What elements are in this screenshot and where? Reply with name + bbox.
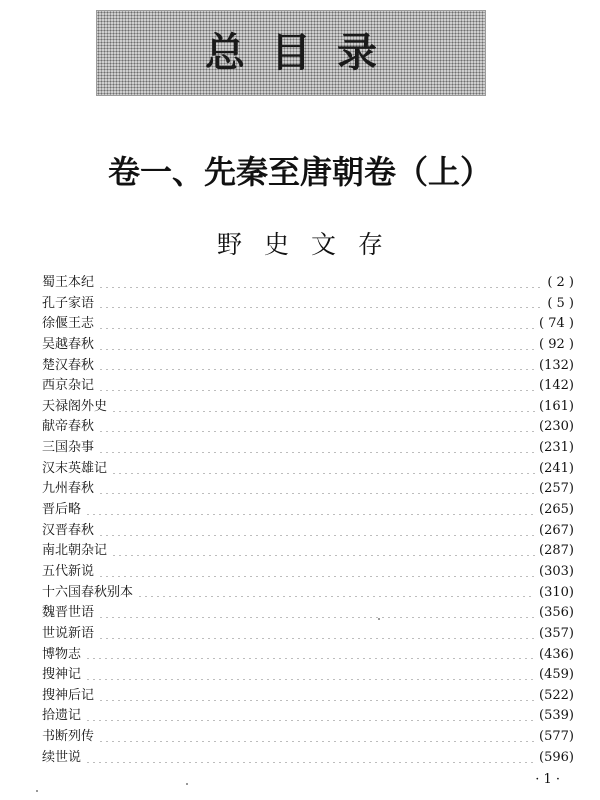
dot-leader: [85, 658, 535, 659]
toc-entry-page: (161): [539, 398, 574, 414]
toc-entry[interactable]: [42, 583, 574, 604]
toc-entry-page: (522): [539, 687, 574, 703]
dot-leader: [98, 431, 535, 432]
toc-entry[interactable]: [42, 459, 574, 480]
toc-entry-title: 汉晋春秋: [42, 522, 95, 538]
toc-entry[interactable]: [42, 417, 574, 438]
toc-entry-title: 世说新语: [42, 625, 95, 641]
dot-leader: [85, 720, 535, 721]
dot-leader: [98, 307, 543, 308]
dot-leader: [98, 741, 535, 742]
scan-speck: [186, 783, 188, 785]
toc-entry-title: 蜀王本纪: [42, 275, 95, 290]
scan-speck: [36, 790, 38, 792]
dot-leader: [111, 411, 535, 412]
toc-entry[interactable]: [42, 273, 574, 294]
toc-entry-title: 献帝春秋: [42, 419, 95, 435]
toc-entry[interactable]: [42, 645, 574, 666]
toc-entry-title: 续世说: [42, 749, 82, 765]
volume-title: 卷一、先秦至唐朝卷（上）: [107, 153, 492, 191]
toc-entry[interactable]: [42, 376, 574, 397]
toc-entry-page: (577): [539, 729, 574, 745]
dot-leader: [98, 493, 535, 494]
toc-entry[interactable]: [42, 335, 574, 356]
toc-entry-page: (356): [539, 605, 574, 621]
dot-leader: [98, 369, 535, 370]
toc-entry-title: 孔子家语: [42, 295, 95, 311]
toc-entry[interactable]: [42, 356, 574, 377]
toc-entry-page: (459): [539, 667, 574, 683]
toc-entry-page: (265): [539, 502, 574, 518]
dot-leader: [85, 679, 535, 680]
toc-entry[interactable]: [42, 541, 574, 562]
toc-entry[interactable]: [42, 562, 574, 583]
toc-entry-title: 书断列传: [42, 729, 95, 745]
toc-entry-title: 吴越春秋: [42, 336, 95, 352]
table-of-contents: [42, 273, 574, 768]
toc-entry[interactable]: [42, 479, 574, 500]
toc-entry[interactable]: [42, 294, 574, 315]
toc-entry-title: 搜神记: [42, 667, 82, 683]
toc-entry[interactable]: [42, 397, 574, 418]
toc-entry-page: (436): [539, 646, 574, 662]
toc-entry-page: ( 5 ): [547, 295, 574, 311]
dot-leader: [137, 596, 535, 597]
toc-entry-page: (257): [539, 481, 574, 497]
toc-entry-title: 博物志: [42, 646, 82, 662]
toc-entry-page: (357): [539, 625, 574, 641]
toc-entry-page: (303): [539, 563, 574, 579]
toc-entry-title: 汉末英雄记: [42, 460, 108, 476]
dot-leader: [98, 349, 535, 350]
toc-entry-page: (132): [539, 357, 574, 373]
toc-entry-page: (539): [539, 708, 574, 724]
toc-entry-title: 三国杂事: [42, 440, 95, 456]
page-number: · 1 ·: [535, 772, 560, 787]
toc-entry[interactable]: [42, 314, 574, 335]
toc-entry[interactable]: [42, 521, 574, 542]
toc-entry-title: 九州春秋: [42, 481, 95, 497]
toc-entry-page: ( 2 ): [547, 275, 574, 290]
toc-entry[interactable]: [42, 748, 574, 769]
toc-entry-page: ( 92 ): [539, 336, 574, 352]
toc-entry-page: (231): [539, 440, 574, 456]
toc-entry-title: 南北朝杂记: [42, 543, 108, 559]
toc-entry[interactable]: [42, 706, 574, 727]
toc-entry-title: 十六国春秋别本: [42, 584, 134, 600]
toc-entry-title: 徐偃王志: [42, 316, 95, 332]
dot-leader: [98, 390, 535, 391]
toc-entry-title: 天禄阁外史: [42, 398, 108, 414]
dot-leader: [111, 473, 535, 474]
dot-leader: [111, 555, 535, 556]
dot-leader: [98, 328, 535, 329]
toc-entry-title: 楚汉春秋: [42, 357, 95, 373]
dot-leader: [85, 514, 535, 515]
toc-entry-page: (230): [539, 419, 574, 435]
toc-entry-page: ( 74 ): [539, 316, 574, 332]
toc-entry-page: (310): [539, 584, 574, 600]
dot-leader: [98, 535, 535, 536]
toc-entry[interactable]: [42, 603, 574, 624]
dot-leader: [98, 287, 543, 288]
dot-leader: [98, 576, 535, 577]
toc-entry-title: 五代新说: [42, 563, 95, 579]
scan-speck: [378, 618, 380, 620]
toc-entry[interactable]: [42, 686, 574, 707]
dot-leader: [98, 700, 535, 701]
section-title: 野史文存: [216, 230, 405, 259]
dot-leader: [98, 452, 535, 453]
toc-entry[interactable]: [42, 500, 574, 521]
header-banner: [96, 10, 486, 96]
toc-entry[interactable]: [42, 624, 574, 645]
toc-entry-title: 拾遗记: [42, 708, 82, 724]
toc-entry-title: 西京杂记: [42, 378, 95, 394]
toc-entry[interactable]: [42, 727, 574, 748]
dot-leader: [98, 638, 535, 639]
toc-entry-page: (287): [539, 543, 574, 559]
toc-entry[interactable]: [42, 438, 574, 459]
toc-entry-page: (241): [539, 460, 574, 476]
header-title: 总目录: [205, 30, 403, 76]
toc-entry-title: 搜神后记: [42, 687, 95, 703]
dot-leader: [98, 617, 535, 618]
toc-entry[interactable]: [42, 665, 574, 686]
toc-entry-page: (596): [539, 749, 574, 765]
toc-entry-page: (267): [539, 522, 574, 538]
dot-leader: [85, 762, 535, 763]
toc-entry-page: (142): [539, 378, 574, 394]
toc-entry-title: 魏晋世语: [42, 605, 95, 621]
toc-entry-title: 晋后略: [42, 502, 82, 518]
